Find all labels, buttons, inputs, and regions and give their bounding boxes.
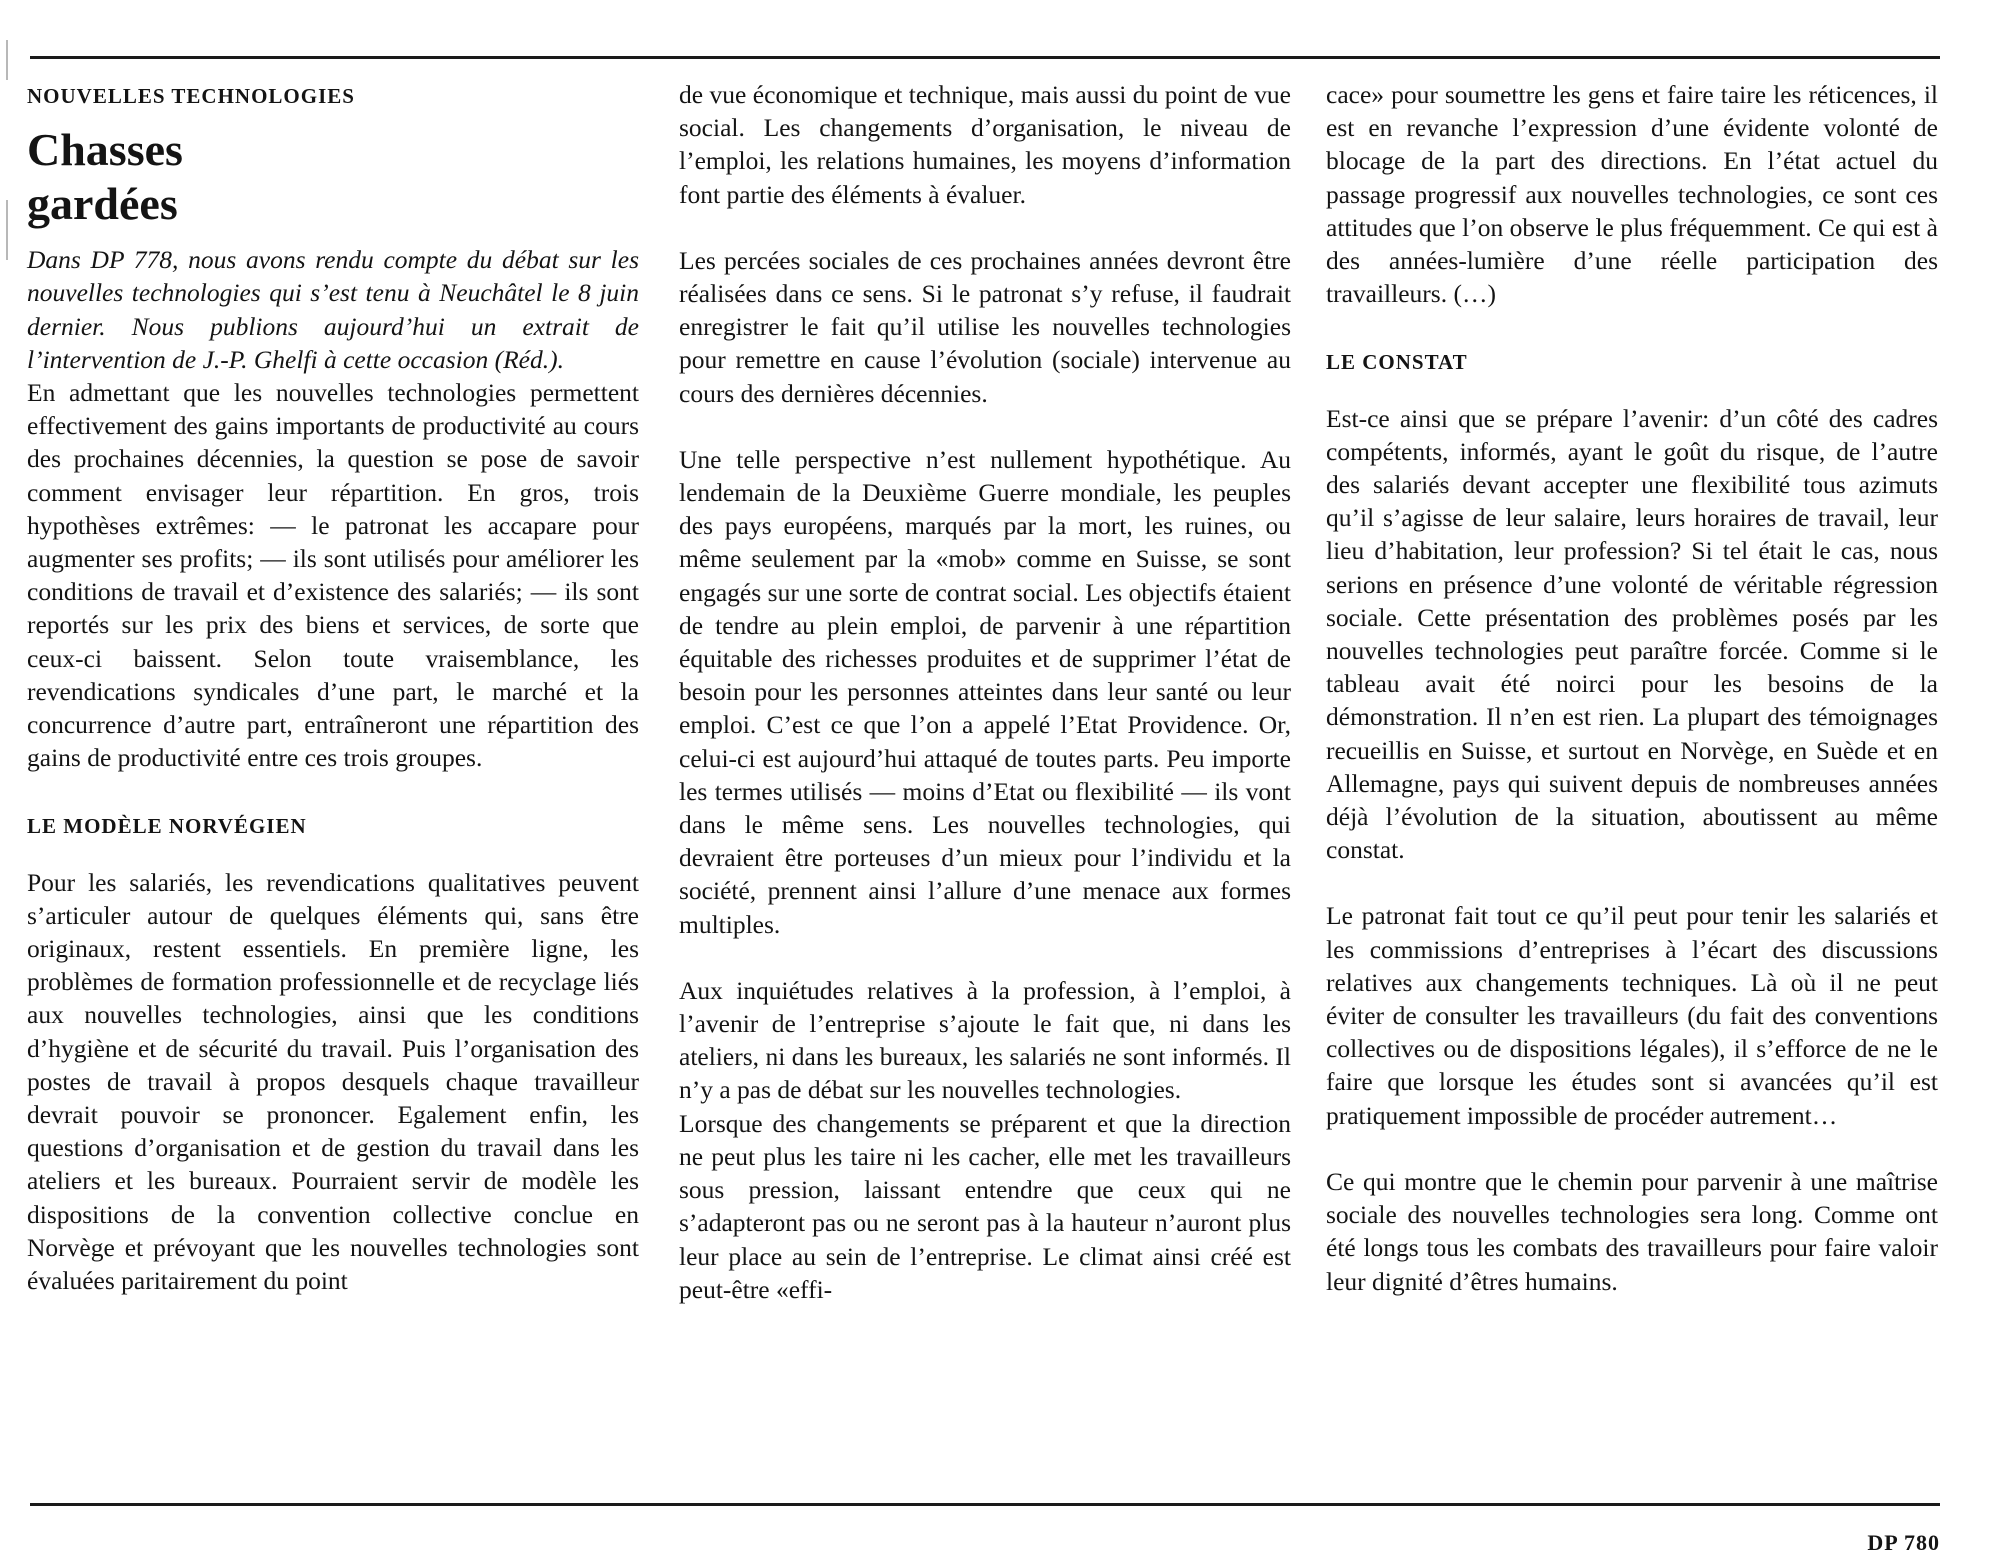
scan-edge-mark [6, 40, 8, 80]
article-title-line-1: Chasses [27, 124, 183, 176]
page-number: DP 780 [1867, 1530, 1940, 1555]
bottom-rule [30, 1503, 1940, 1506]
column-2 [679, 78, 1291, 1306]
scan-edge-mark [6, 200, 8, 260]
article-kicker: NOUVELLES TECHNOLOGIES [27, 84, 355, 108]
body-paragraph: Une telle perspective n’est nullement hypothétique. Au lendemain de la Deuxième Guerre mondiale, les peuples des pays européens, marqués par la mort, les ruines, ou même seulement par la «mob» comme en Suisse, se sont engagés sur une sorte de contrat social. Les objectifs étaient de tendre au plein emploi, de parvenir à une répartition équitable des richesses produites et de supprimer l’état de besoin pour les personnes atteintes dans leur santé ou leur emploi. C’est ce que l’on a appelé l’Etat Providence. Or, celui-ci est aujourd’hui attaqué de toutes parts. Peu importe les termes utilisés — moins d’Etat ou flexibilité — ils vont dans le même sens. Les nouvelles technologies, qui devraient être porteuses d’un mieux pour l’individu et la société, prennent ainsi l’allure d’une menace aux formes multiples. [679, 444, 1291, 939]
body-paragraph: En admettant que les nouvelles technologies permettent effectivement des gains importants de productivité au cours des prochaines décennies, la question se pose de savoir comment envisager leur répartition. En gros, trois hypothèses extrêmes: — le patronat les accapare pour augmenter ses profits; — ils sont utilisés pour améliorer les conditions de travail et d’existence des salariés; — ils sont reportés sur les prix des biens et services, de sorte que ceux-ci baissent. Selon toute vraisemblance, les revendications syndicales d’une part, le marché et la concurrence d’autre part, entraîneront une répartition des gains de productivité entre ces trois groupes. [27, 378, 639, 773]
body-paragraph: Est-ce ainsi que se prépare l’avenir: d’un côté des cadres compétents, informés, ayant le goût du risque, de l’autre des salariés devant accepter une flexibilité tous azimuts qu’il s’agisse de leur salaire, leurs horaires de travail, leur lieu d’habitation, leur profession? Si tel était le cas, nous serions en présence d’une volonté de véritable régression sociale. Cette présentation des problèmes posés par les nouvelles technologies peut paraître forcée. Comme si le tableau avait été noirci pour les besoins de la démonstration. Il n’en est rien. La plupart des témoignages recueillis en Suisse, et surtout en Norvège, en Suède et en Allemagne, pays qui suivent depuis de nombreuses années déjà l’évolution de la situation, aboutissent au même constat. [1326, 403, 1938, 865]
top-rule [30, 56, 1940, 59]
body-paragraph: de vue économique et technique, mais aussi du point de vue social. Les changements d’organisation, le niveau de l’emploi, les relations humaines, les moyens d’information font partie des éléments à évaluer. [679, 80, 1291, 209]
column-3 [1326, 78, 1938, 1298]
body-paragraph: Aux inquiétudes relatives à la profession, à l’emploi, à l’avenir de l’entreprise s’ajoute le fait que, ni dans les ateliers, ni dans les bureaux, les salariés ne sont informés. Il n’y a pas de débat sur les nouvelles technologies. [679, 975, 1291, 1105]
section-heading: LE CONSTAT [1326, 350, 1468, 375]
body-paragraph: Le patronat fait tout ce qu’il peut pour tenir les salariés et les commissions d’entreprises à l’écart des discussions relatives aux changements techniques. Là où il ne peut éviter de consulter les travailleurs (du fait des conventions collectives ou de dispositions légales), il s’efforce de ne le faire que lorsque les études sont si avancées qu’il est pratiquement impossible de procéder autrement… [1326, 901, 1938, 1130]
column-1 [27, 78, 639, 1297]
body-paragraph: Pour les salariés, les revendications qualitatives peuvent s’articuler autour de quelques éléments qui, sans être originaux, restent essentiels. En première ligne, les problèmes de formation professionnelle et de recyclage liés aux nouvelles technologies, ainsi que les conditions d’hygiène et de sécurité du travail. Puis l’organisation des postes de travail à propos desquels chaque travailleur devrait pouvoir se prononcer. Egalement enfin, les questions d’organisation et de gestion du travail dans les ateliers et les bureaux. Pourraient servir de modèle les dispositions de la convention collective conclue en Norvège et prévoyant que les nouvelles technologies sont évaluées paritairement du point [27, 867, 639, 1296]
article-title [27, 123, 639, 231]
article-lead: Dans DP 778, nous avons rendu compte du débat sur les nouvelles technologies qui s’est tenu à Neuchâtel le 8 juin dernier. Nous publions aujourd’hui un extrait de l’intervention de J.-P. Ghelfi à cette occasion (Réd.). [27, 245, 639, 374]
body-paragraph: Ce qui montre que le chemin pour parvenir à une maîtrise sociale des nouvelles technologies sera long. Comme ont été longs tous les combats des travailleurs pour faire valoir leur dignité d’êtres humains. [1326, 1166, 1938, 1296]
body-paragraph: Les percées sociales de ces prochaines années devront être réalisées dans ce sens. Si le patronat s’y refuse, il faudrait enregistrer le fait qu’il utilise les nouvelles technologies pour remettre en cause l’évolution (sociale) intervenue au cours des dernières décennies. [679, 245, 1291, 408]
body-paragraph: cace» pour soumettre les gens et faire taire les réticences, il est en revanche l’expression d’une évidente volonté de blocage de la part des directions. En l’état actuel du passage progressif aux nouvelles technologies, ce sont ces attitudes que l’on observe le plus fréquemment. Ce qui est à des années-lumière d’une réelle participation des travailleurs. (…) [1326, 80, 1938, 309]
body-paragraph: Lorsque des changements se préparent et que la direction ne peut plus les taire ni les cacher, elle met les travailleurs sous pression, laissant entendre que ceux qui ne s’adapteront pas ou ne seront pas à la hauteur n’auront plus leur place au sein de l’entreprise. Le climat ainsi créé est peut-être «effi- [679, 1108, 1291, 1304]
section-heading: LE MODÈLE NORVÉGIEN [27, 814, 307, 839]
article-title-line-2: gardées [27, 178, 178, 230]
